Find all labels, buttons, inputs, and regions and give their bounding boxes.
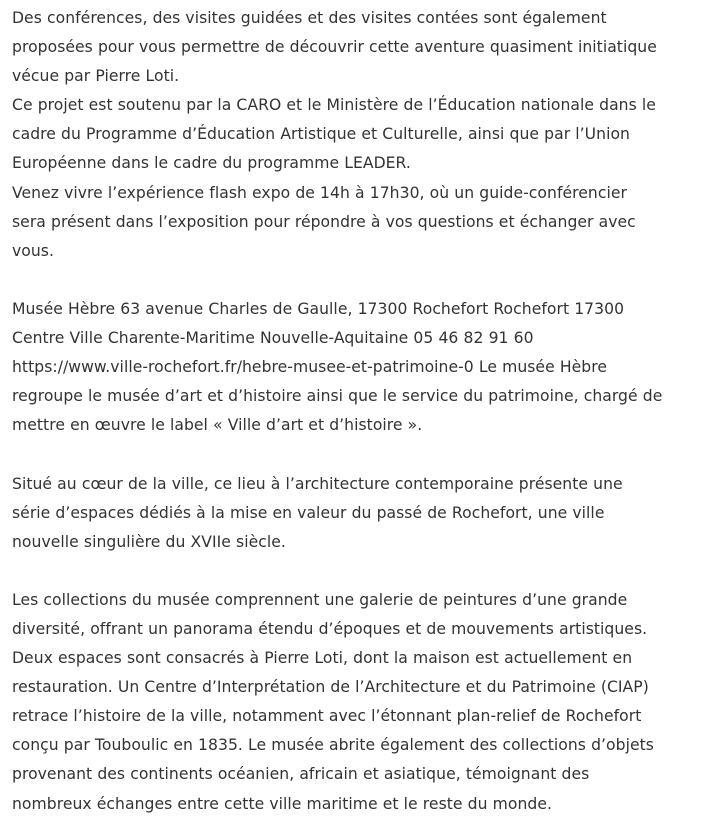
paragraph-collections: Les collections du musée comprennent une galerie de peintures d’une grande diversité, offrant un panorama étendu d’époques et de mouvements artistiques. Deux espaces sont consacrés à Pierre Loti, dont la maison est actuellement en restauration. Un Centre d’Interprétation de l’Architecture et du Patrimoine (CIAP) retrace l’histoire de la ville, notamment avec l’étonnant plan-relief de Rochefort conçu par Touboulic en 1835. Le musée abrite également des collections d’objets provenant des continents océanien, africain et asiatique, témoignant des nombreux échanges entre cette ville maritime et le reste du monde.	[12, 590, 654, 813]
paragraph-soutien: Ce projet est soutenu par la CARO et le Ministère de l’Éducation nationale dans le cadre du Programme d’Éducation Artistique et Culturelle, ainsi que par l’Union Européenne dans le cadre du programme LEADER.	[12, 96, 656, 173]
paragraph-flash-expo: Venez vivre l’expérience flash expo de 14h à 17h30, où un guide-conférencier sera présent dans l’exposition pour répondre à vos questions et échanger avec vous.	[12, 183, 636, 260]
paragraph-adresse-musee: Musée Hèbre 63 avenue Charles de Gaulle, 17300 Rochefort Rochefort 17300 Centre Ville Charente-Maritime Nouvelle-Aquitaine 05 46 82 91 60 https://www.ville-rochefort.fr/hebre-musee-et-patrimoine-0 Le musée Hèbre regroupe le musée d’art et d’histoire ainsi que le service du patrimoine, chargé de mettre en œuvre le label « Ville d’art et d’histoire ».	[12, 299, 663, 435]
paragraph-conferences: Des conférences, des visites guidées et des visites contées sont également proposées pour vous permettre de découvrir cette aventure quasiment initiatique vécue par Pierre Loti.	[12, 9, 657, 86]
paragraph-spacer-3	[12, 557, 663, 586]
article-text	[12, 4, 663, 819]
paragraph-spacer-2	[12, 440, 663, 469]
paragraph-situation: Situé au cœur de la ville, ce lieu à l’architecture contemporaine présente une série d’espaces dédiés à la mise en valeur du passé de Rochefort, une ville nouvelle singulière du XVIIe siècle.	[12, 474, 623, 551]
paragraph-spacer-1	[12, 266, 663, 295]
